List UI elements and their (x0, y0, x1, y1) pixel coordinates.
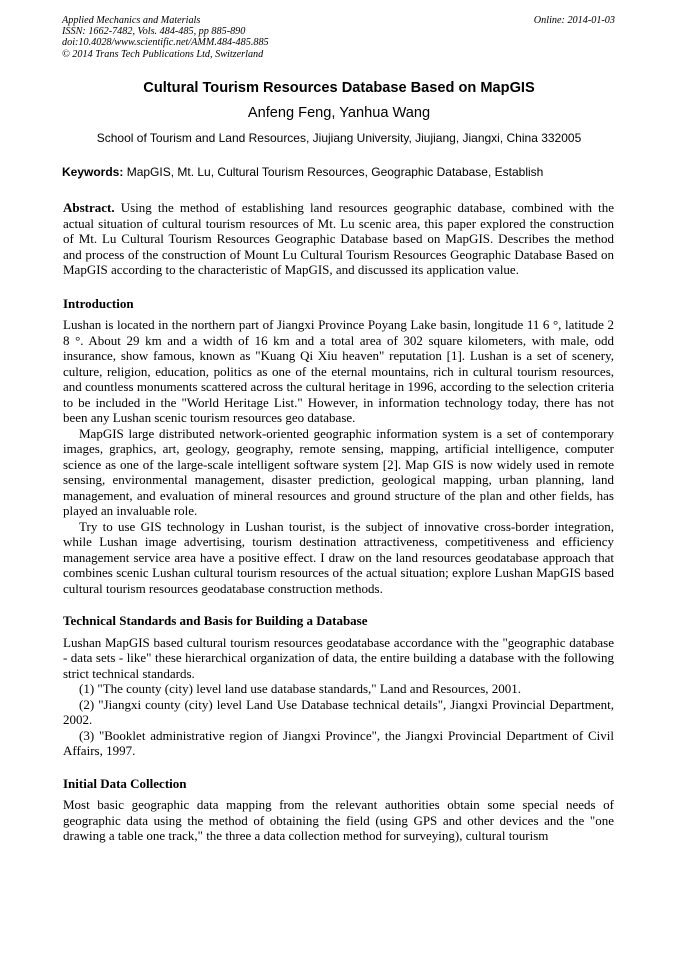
keywords-line (62, 164, 615, 180)
doi-line: doi:10.4028/www.scientific.net/AMM.484-485.885 (62, 37, 269, 49)
keywords-label: Keywords: (62, 165, 124, 179)
paper-affiliation: School of Tourism and Land Resources, Jiujiang University, Jiujiang, Jiangxi, China 332005 (96, 131, 582, 145)
standards-item-1: (1) "The county (city) level land use database standards," Land and Resources, 2001. (79, 681, 521, 696)
online-date: Online: 2014-01-03 (533, 15, 615, 26)
standards-item-2: (2) "Jiangxi county (city) level Land Use Database technical details", Jiangxi Provincial Department, 2002. (63, 696, 614, 727)
intro-paragraph-2: MapGIS large distributed network-oriented geographic information system is a set of contemporary images, graphics, art, geology, geography, remote sensing, mapping, artificial intelligence, computer science as one of the large-scale intelligent software system [2]. Map GIS is now widely used in remote sensing, environmental management, disaster prediction, geological mapping, urban planning, land management, and evaluation of mineral resources and ground structure of the plan and other fields, has played an invaluable role. (63, 425, 614, 518)
journal-header (62, 15, 269, 60)
paper-title: Cultural Tourism Resources Database Based on MapGIS (143, 80, 535, 96)
paper-body (63, 200, 614, 844)
keywords-text: MapGIS, Mt. Lu, Cultural Tourism Resources, Geographic Database, Establish (126, 165, 544, 179)
standards-item-3: (3) "Booklet administrative region of Jiangxi Province", the Jiangxi Provincial Department of Civil Affairs, 1997. (63, 727, 614, 758)
abstract-text: Using the method of establishing land resources geographic database, combined with the actual situation of cultural tourism resources of Mt. Lu scenic area, this paper explored the construction of Mt. Lu Cultural Tourism Resources Geographic Database based on MapGIS. Describes the method and process of the construction of Mount Lu Cultural Tourism Resources Geographic Database Based on MapGIS according to the characteristic of MapGIS, and discussed its application value. (63, 200, 614, 277)
paper-authors: Anfeng Feng, Yanhua Wang (247, 105, 431, 121)
abstract-paragraph (63, 200, 614, 278)
section-heading-collection: Initial Data Collection (63, 775, 187, 791)
journal-name: Applied Mechanics and Materials (62, 15, 201, 26)
intro-paragraph-1: Lushan is located in the northern part of Jiangxi Province Poyang Lake basin, longitude 11 6 °, latitude 2 8 °. About 29 km and a width of 16 km and a total area of 302 square kilometers, with male, odd insurance, show famous, known as "Kuang Qi Xiu heaven" reputation [1]. Lushan is a set of scenery, culture, religion, education, politics as one of the eternal mountains, rich in cultural tourism resources, and countless monuments scattered across the cultural heritage in 1996, according to the selection criteria to be included in the "World Heritage List." However, in information technology today, there has not been any Lushan scenic tourism resources geo database. (63, 317, 614, 425)
issn-line: ISSN: 1662-7482, Vols. 484-485, pp 885-890 (62, 26, 246, 38)
section-heading-standards: Technical Standards and Basis for Building a Database (63, 613, 368, 628)
collection-paragraph: Most basic geographic data mapping from the relevant authorities obtain some special needs of geographic data using the method of obtaining the field (using GPS and other devices and the "one drawing a table one track," the three a data collection method for surveying), cultural tourism (63, 797, 614, 843)
copyright-line: © 2014 Trans Tech Publications Ltd, Switzerland (62, 48, 264, 60)
abstract-label: Abstract. (63, 200, 115, 215)
section-heading-introduction: Introduction (63, 295, 134, 311)
intro-paragraph-3: Try to use GIS technology in Lushan tourist, is the subject of innovative cross-border integration, while Lushan image advertising, tourism destination attractiveness, competitiveness and efficiency management service area have a positive effect. I draw on the land resources geodatabase approach that combines scenic Lushan cultural tourism resources of the actual situation; explore Lushan MapGIS based cultural tourism resources geodatabase construction methods. (63, 518, 614, 596)
standards-paragraph: Lushan MapGIS based cultural tourism resources geodatabase accordance with the "geographic database - data sets - like" these hierarchical organization of data, the entire building a database with the following strict technical standards. (63, 634, 614, 681)
